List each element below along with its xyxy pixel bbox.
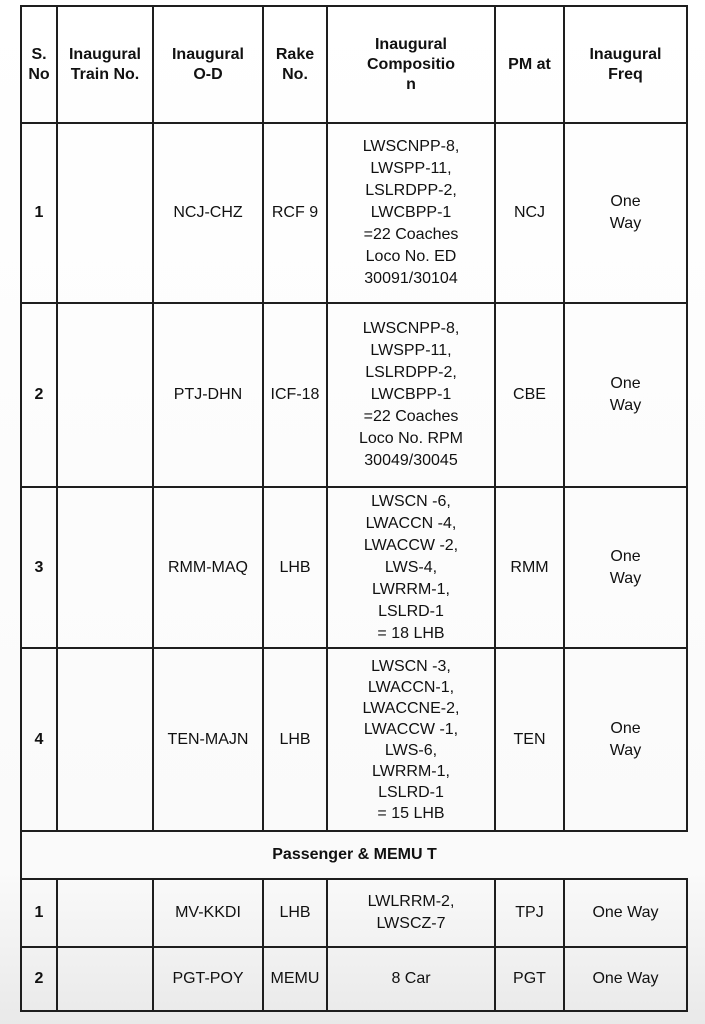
cell-composition: LWSCNPP-8, LWSPP-11, LSLRDPP-2, LWCBPP-1 =22 Coaches Loco No. ED 30091/30104 (327, 123, 495, 303)
cell-freq: One Way (564, 648, 687, 831)
header-train-no: Inaugural Train No. (57, 6, 153, 123)
cell-od: PGT-POY (153, 947, 263, 1011)
header-od: Inaugural O-D (153, 6, 263, 123)
cell-composition: LWLRRM-2, LWSCZ-7 (327, 879, 495, 947)
cell-train-no (57, 648, 153, 831)
cell-pm-at: TEN (495, 648, 564, 831)
cell-freq: One Way (564, 879, 687, 947)
header-rake: Rake No. (263, 6, 327, 123)
cell-od: NCJ-CHZ (153, 123, 263, 303)
train-schedule-table (20, 5, 688, 1012)
cell-od: RMM-MAQ (153, 487, 263, 648)
cell-train-no (57, 947, 153, 1011)
table-row (21, 947, 687, 1011)
cell-pm-at: TPJ (495, 879, 564, 947)
table-row (21, 123, 687, 303)
cell-pm-at: RMM (495, 487, 564, 648)
cell-sno: 3 (21, 487, 57, 648)
cell-rake: LHB (263, 487, 327, 648)
cell-train-no (57, 487, 153, 648)
cell-composition: LWSCN -6, LWACCN -4, LWACCW -2, LWS-4, LWRRM-1, LSLRD-1 = 18 LHB (327, 487, 495, 648)
table-row (21, 487, 687, 648)
cell-composition: 8 Car (327, 947, 495, 1011)
cell-train-no (57, 879, 153, 947)
cell-rake: MEMU (263, 947, 327, 1011)
cell-sno: 4 (21, 648, 57, 831)
cell-rake: RCF 9 (263, 123, 327, 303)
cell-sno: 2 (21, 303, 57, 487)
cell-rake: LHB (263, 648, 327, 831)
cell-od: MV-KKDI (153, 879, 263, 947)
cell-sno: 1 (21, 879, 57, 947)
cell-composition: LWSCNPP-8, LWSPP-11, LSLRDPP-2, LWCBPP-1 =22 Coaches Loco No. RPM 30049/30045 (327, 303, 495, 487)
cell-freq: One Way (564, 303, 687, 487)
cell-composition: LWSCN -3, LWACCN-1, LWACCNE-2, LWACCW -1, LWS-6, LWRRM-1, LSLRD-1 = 15 LHB (327, 648, 495, 831)
cell-sno: 2 (21, 947, 57, 1011)
header-composition: Inaugural Compositio n (327, 6, 495, 123)
section-title: Passenger & MEMU T (21, 831, 687, 879)
cell-train-no (57, 303, 153, 487)
table-row (21, 879, 687, 947)
cell-freq: One Way (564, 123, 687, 303)
cell-rake: ICF-18 (263, 303, 327, 487)
cell-train-no (57, 123, 153, 303)
table-row (21, 648, 687, 831)
cell-rake: LHB (263, 879, 327, 947)
header-freq: Inaugural Freq (564, 6, 687, 123)
cell-od: PTJ-DHN (153, 303, 263, 487)
header-sno: S. No (21, 6, 57, 123)
table-row (21, 303, 687, 487)
cell-pm-at: NCJ (495, 123, 564, 303)
cell-sno: 1 (21, 123, 57, 303)
cell-pm-at: PGT (495, 947, 564, 1011)
section-row (21, 831, 687, 879)
cell-freq: One Way (564, 947, 687, 1011)
cell-pm-at: CBE (495, 303, 564, 487)
header-row (21, 6, 687, 123)
cell-od: TEN-MAJN (153, 648, 263, 831)
header-pm-at: PM at (495, 6, 564, 123)
cell-freq: One Way (564, 487, 687, 648)
